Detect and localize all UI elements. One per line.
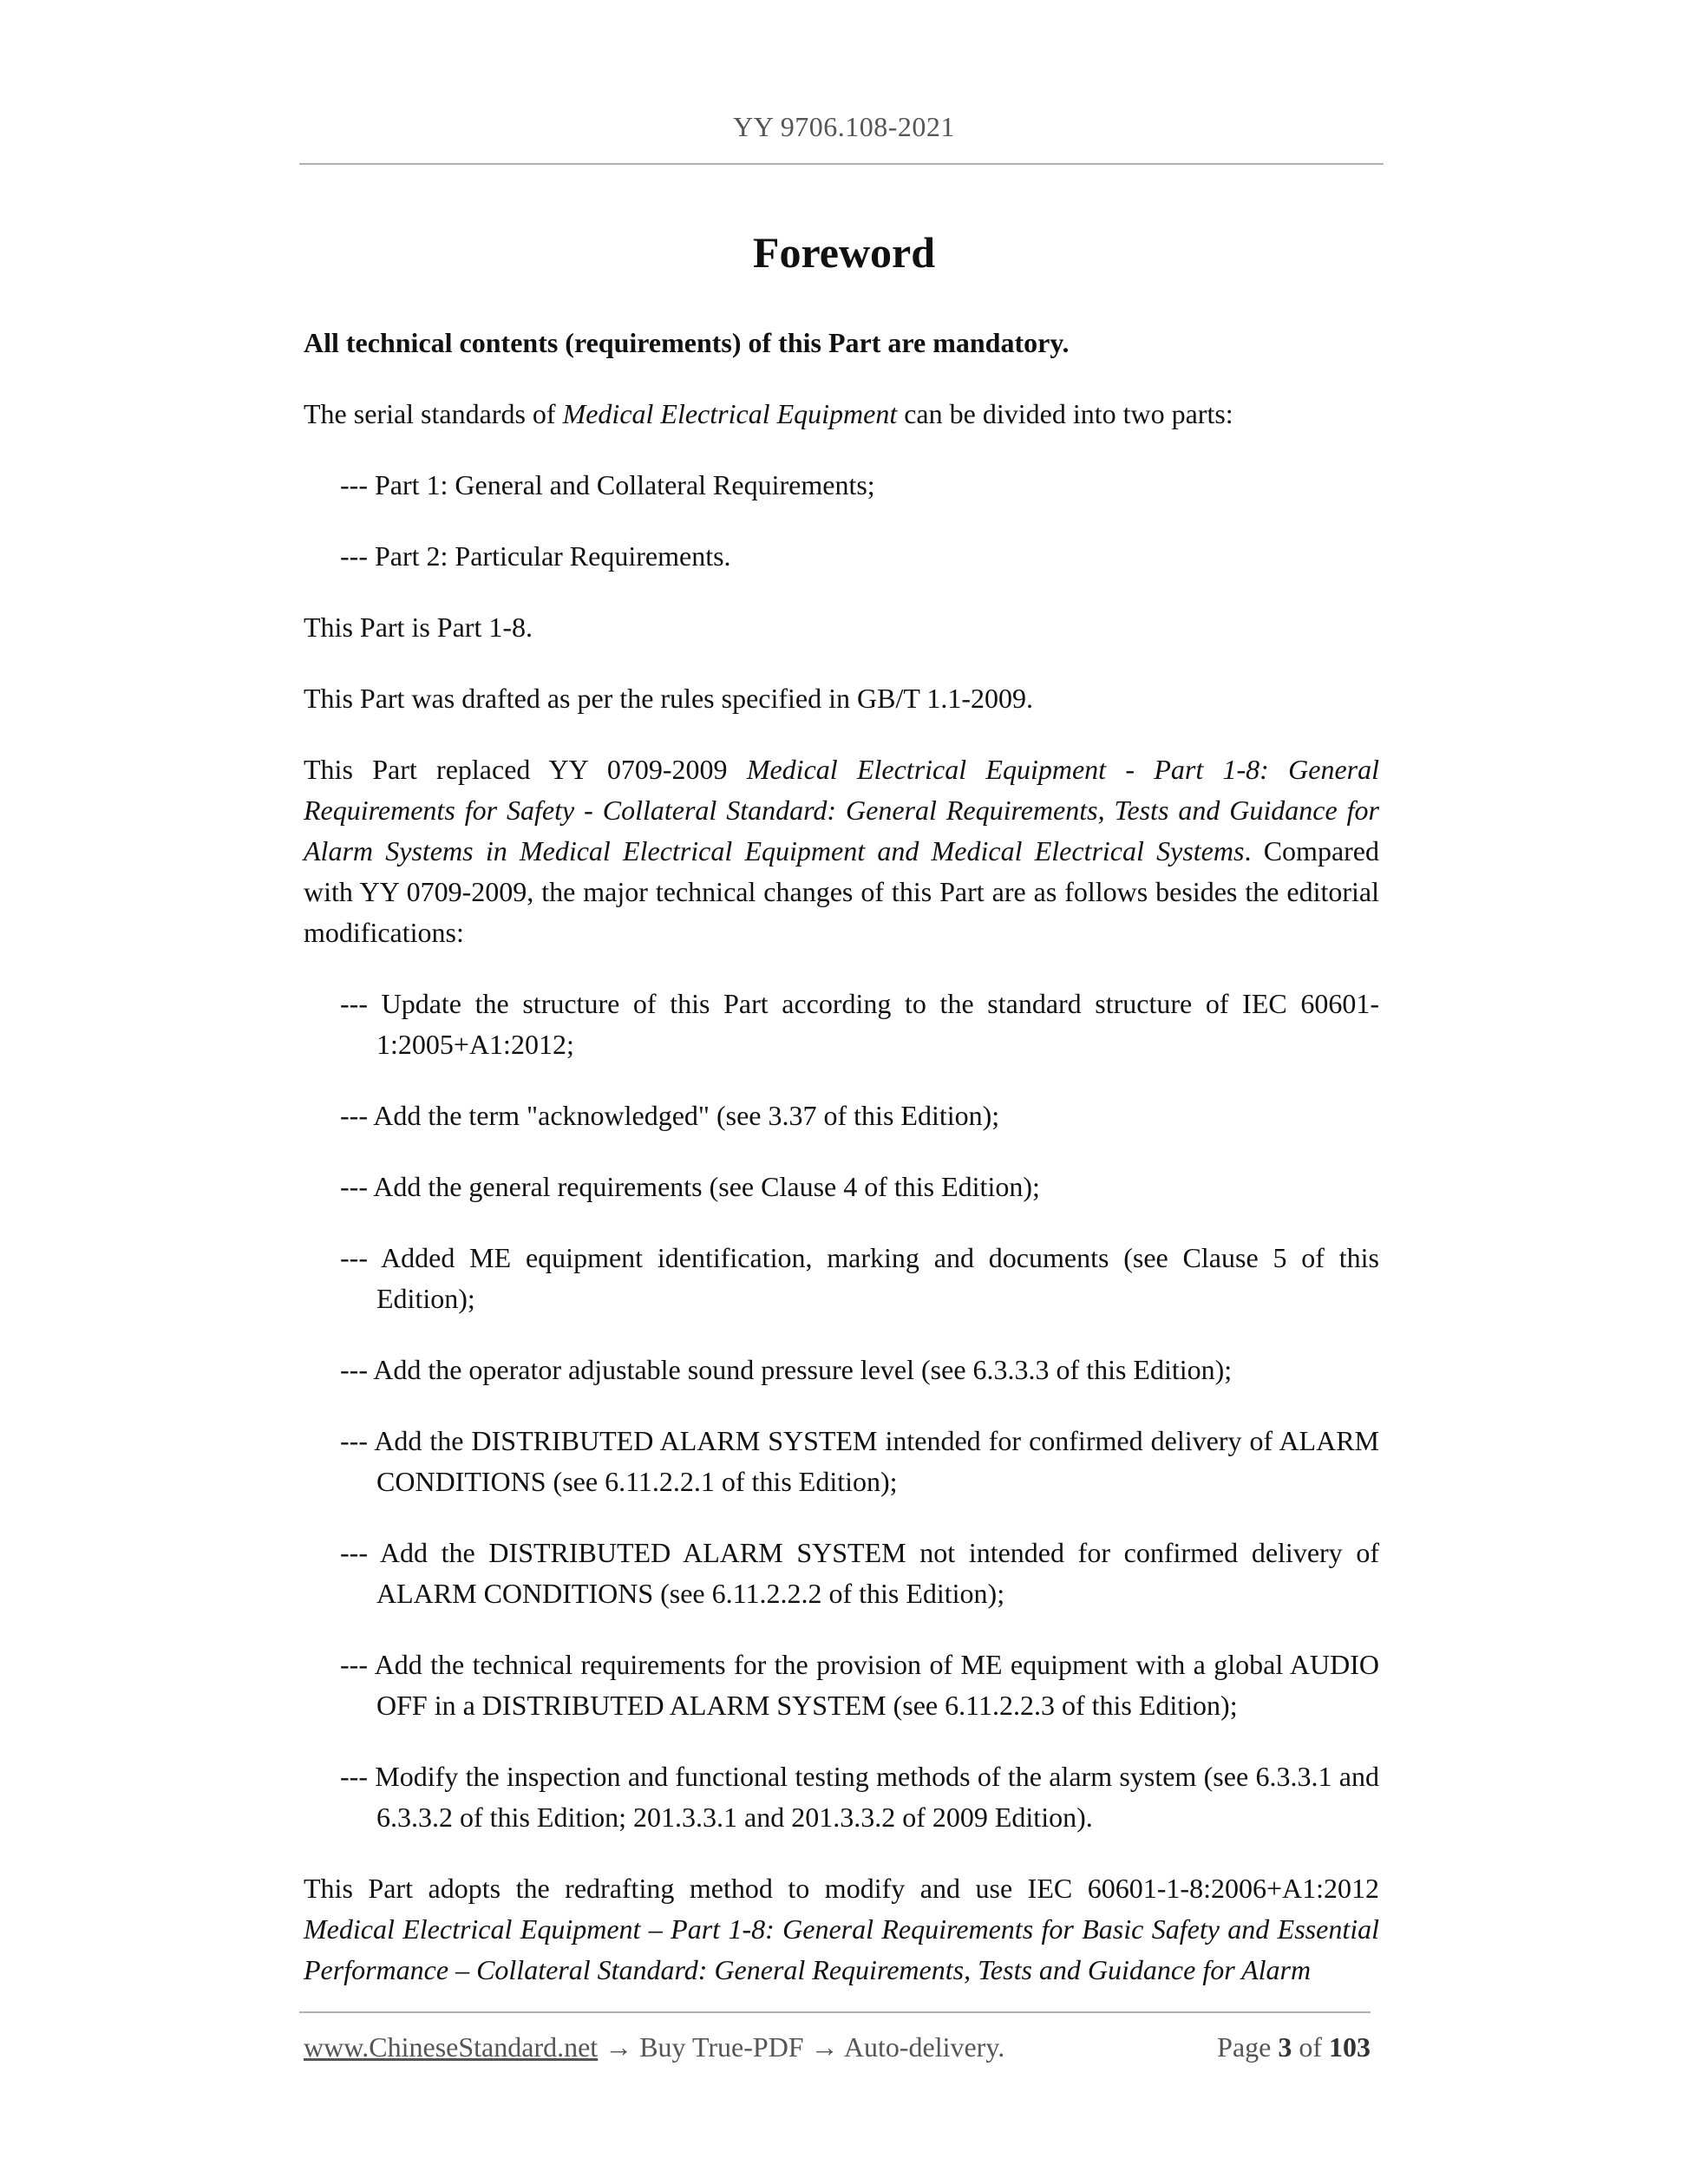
replaced-text-post: . Compared with YY 0709-2009, the major technical changes of this Part are as follows besides the editorial modifications: (304, 835, 1380, 948)
change-item: --- Update the structure of this Part according to the standard structure of IEC 60601-1:2005+A1:2012; (340, 988, 1379, 1060)
replaced-text-pre: This Part replaced YY 0709-2009 (304, 754, 747, 785)
change-item: --- Add the term "acknowledged" (see 3.37 of this Edition); (340, 1100, 1000, 1131)
list-item-part2: --- Part 2: Particular Requirements. (340, 540, 731, 572)
adopts-paragraph (304, 1868, 1379, 1991)
this-part-paragraph: This Part is Part 1-8. (304, 611, 533, 643)
footer-tagline: → Buy True-PDF → Auto-delivery. (598, 2031, 1005, 2063)
of-label: of (1292, 2031, 1329, 2063)
change-item: --- Add the technical requirements for the provision of ME equipment with a global AUDIO OFF in a DISTRIBUTED ALARM SYSTEM (see 6.11.2.2.3 of this Edition); (340, 1649, 1379, 1721)
change-item: --- Add the DISTRIBUTED ALARM SYSTEM not intended for confirmed delivery of ALARM CONDITIONS (see 6.11.2.2.2 of this Edition); (340, 1537, 1379, 1609)
change-item: --- Modify the inspection and functional testing methods of the alarm system (see 6.3.3.1 and 6.3.3.2 of this Edition; 201.3.3.1 and 201.3.3.2 of 2009 Edition). (340, 1761, 1379, 1833)
serial-text-post: can be divided into two parts: (897, 398, 1233, 429)
change-item: --- Add the operator adjustable sound pressure level (see 6.3.3.3 of this Edition); (340, 1354, 1233, 1385)
foreword-body (304, 323, 1379, 2021)
replaced-paragraph (304, 749, 1379, 953)
change-item: --- Add the general requirements (see Clause 4 of this Edition); (340, 1171, 1040, 1202)
serial-standards-paragraph (304, 394, 1379, 435)
drafted-paragraph: This Part was drafted as per the rules specified in GB/T 1.1-2009. (304, 683, 1033, 714)
page-number: 3 (1278, 2031, 1292, 2063)
page-indicator (1217, 2031, 1371, 2063)
page-title: Foreword (752, 228, 936, 277)
page-label: Page (1217, 2031, 1279, 2063)
replaced-text-italic: Medical Electrical Equipment - Part 1-8: General Requirements for Safety - Collateral Standard: General Requirements, Tests and Guidance for Alarm Systems in Medical Electrical Equipment and Medical Electrical Systems (304, 754, 1380, 866)
adopts-text-italic: Medical Electrical Equipment – Part 1-8: General Requirements for Basic Safety and Essential Performance – Collateral Standard: General Requirements, Tests and Guidance for Alarm (304, 1913, 1379, 1985)
site-link[interactable]: www.ChineseStandard.net (304, 2031, 599, 2063)
footer-promo (304, 2031, 1004, 2063)
adopts-text-pre: This Part adopts the redrafting method to modify and use IEC 60601-1-8:2006+A1:2012 (304, 1873, 1379, 1904)
change-item: --- Added ME equipment identification, marking and documents (see Clause 5 of this Edition); (340, 1242, 1379, 1314)
list-item-part1: --- Part 1: General and Collateral Requirements; (340, 469, 875, 500)
header-divider (299, 163, 1384, 165)
mandatory-statement: All technical contents (requirements) of this Part are mandatory. (304, 327, 1070, 358)
standard-code-header: YY 9706.108-2021 (733, 111, 955, 142)
page-total: 103 (1329, 2031, 1371, 2063)
serial-text-pre: The serial standards of (304, 398, 563, 429)
serial-text-italic: Medical Electrical Equipment (562, 398, 898, 429)
change-item: --- Add the DISTRIBUTED ALARM SYSTEM intended for confirmed delivery of ALARM CONDITIONS (see 6.11.2.2.1 of this Edition); (340, 1425, 1379, 1497)
footer-divider (299, 2011, 1371, 2013)
